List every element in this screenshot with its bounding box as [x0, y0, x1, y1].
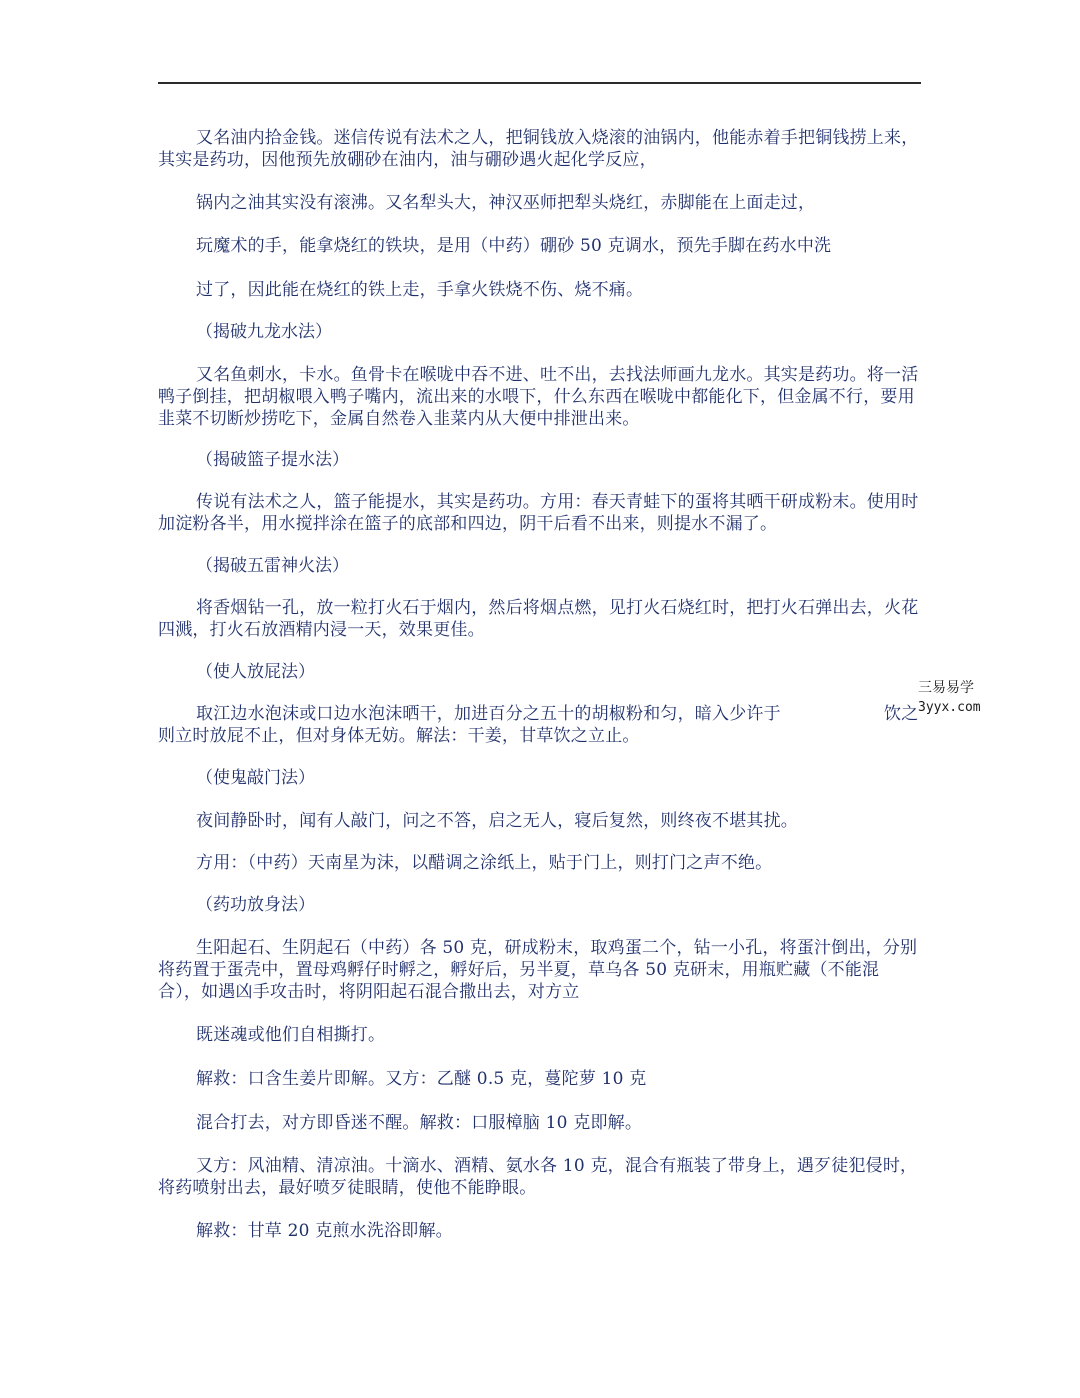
heading-basket-water: （揭破篮子提水法）	[196, 450, 349, 470]
header-rule	[158, 82, 921, 84]
watermark	[918, 678, 981, 718]
paragraph-confusion: 既迷魂或他们自相撕打。	[196, 1025, 386, 1045]
heading-five-thunder-fire: （揭破五雷神火法）	[196, 556, 349, 576]
paragraph-oil-coins: 又名油内拾金钱。迷信传说有法术之人，把铜钱放入烧滚的油锅内，他能赤着手把铜钱捞上来，其实是药功，因他预先放硼砂在油内，油与硼砂遇火起化学反应，	[158, 128, 919, 170]
paragraph-antidote-ginger: 解救：口含生姜片即解。又方：乙醚 0.5 克，蔓陀萝 10 克	[196, 1069, 647, 1089]
paragraph-fish-bone-water: 又名鱼刺水，卡水。鱼骨卡在喉咙中吞不进、吐不出，去找法师画九龙水。其实是药功。将一活鸭子倒挂，把胡椒喂入鸭子嘴内，流出来的水喂下，什么东西在喉咙中都能化下，但金属不行，要用韭菜不切断炒捞吃下，金属自然卷入韭菜内从大便中排泄出来。	[158, 365, 919, 429]
paragraph-red-iron: 玩魔术的手，能拿烧红的铁块，是用（中药）硼砂 50 克调水，预先手脚在药水中洗	[196, 236, 832, 256]
paragraph-ghost-knock-recipe: 方用：（中药）天南星为沫，以醋调之涂纸上，贴于门上，则打门之声不绝。	[196, 853, 773, 873]
heading-nine-dragon-water: （揭破九龙水法）	[196, 322, 332, 342]
paragraph-fart-method: 取江边水泡沫或口边水泡沫晒干，加进百分之五十的胡椒粉和匀，暗入少许于 饮之则立时放屁不止，但对身体无妨。解法：干姜，甘草饮之立止。	[158, 704, 919, 746]
paragraph-basket-water: 传说有法术之人，篮子能提水，其实是药功。方用：春天青蛙下的蛋将其晒干研成粉末。使用时加淀粉各半，用水搅拌涂在篮子的底部和四边，阴干后看不出来，则提水不漏了。	[158, 492, 919, 534]
paragraph-five-thunder-fire: 将香烟钻一孔，放一粒打火石于烟内，然后将烟点燃，见打火石烧红时，把打火石弹出去，火花四溅，打火石放酒精内浸一天，效果更佳。	[158, 598, 919, 640]
paragraph-ghost-knock: 夜间静卧时，闻有人敲门，问之不答，启之无人，寝后复然，则终夜不堪其扰。	[196, 811, 798, 831]
heading-fart-method: （使人放屁法）	[196, 662, 315, 682]
paragraph-oil-spray: 又方：风油精、清凉油。十滴水、酒精、氨水各 10 克，混合有瓶装了带身上，遇歹徒犯侵时，将药喷射出去，最好喷歹徒眼睛，使他不能睁眼。	[158, 1156, 918, 1198]
paragraph-medicine-defense: 生阳起石、生阴起石（中药）各 50 克，研成粉末，取鸡蛋二个，钻一小孔，将蛋汁倒出，分别将药置于蛋壳中，置母鸡孵仔时孵之，孵好后，另半夏，草乌各 50 克研末，用瓶贮藏（不能混合），如遇凶手攻击时，将阴阳起石混合撒出去，对方立	[158, 938, 918, 1002]
heading-ghost-knock: （使鬼敲门法）	[196, 768, 315, 788]
paragraph-antidote-licorice: 解救：甘草 20 克煎水洗浴即解。	[196, 1221, 453, 1241]
paragraph-antidote-camphor: 混合打去，对方即昏迷不醒。解救：口服樟脑 10 克即解。	[196, 1113, 643, 1133]
heading-medicine-defense: （药功放身法）	[196, 895, 315, 915]
watermark-name: 三易易学	[918, 680, 974, 696]
paragraph-walk-on-iron: 过了，因此能在烧红的铁上走，手拿火铁烧不伤、烧不痛。	[196, 280, 644, 300]
watermark-site: 3yyx.com	[918, 700, 981, 715]
paragraph-oil-not-boiling: 锅内之油其实没有滚沸。又名犁头大，神汉巫师把犁头烧红，赤脚能在上面走过，	[196, 193, 816, 213]
